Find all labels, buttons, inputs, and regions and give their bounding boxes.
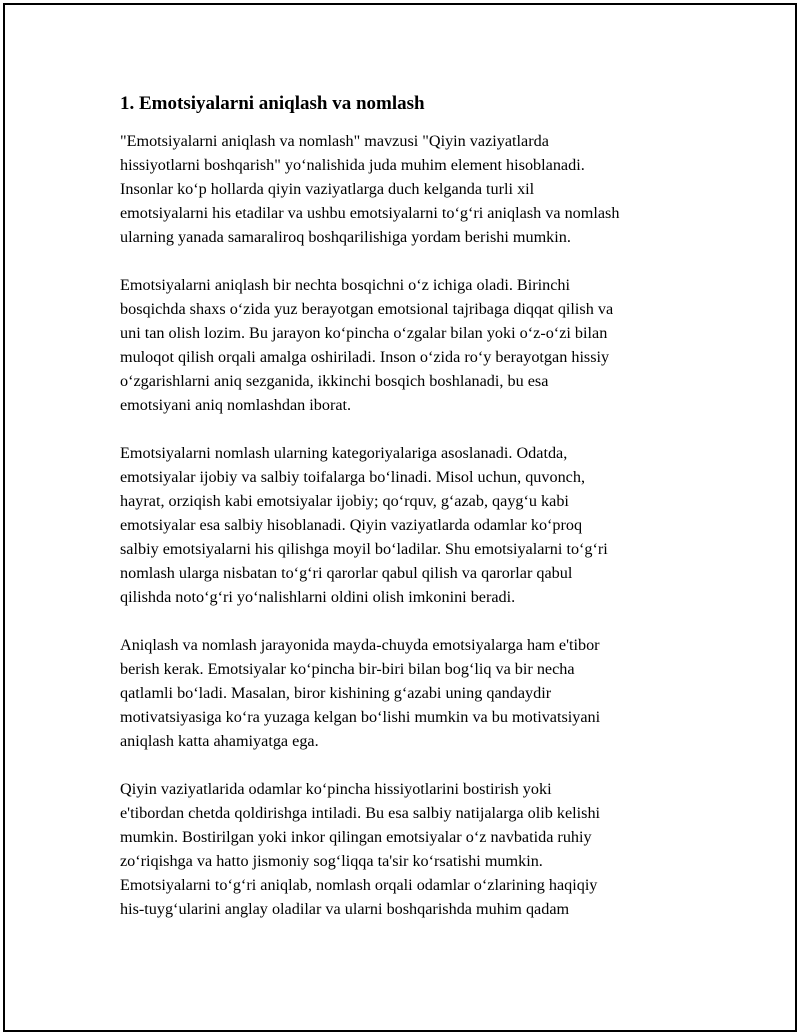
text-line: mumkin. Bostirilgan yoki inkor qilingan emotsiyalar o‘z navbatida ruhiy [120, 828, 592, 846]
text-line: emotsiyalarni his etadilar va ushbu emotsiyalarni to‘g‘ri aniqlash va nomlash [120, 204, 620, 222]
paragraph-4 [120, 633, 710, 753]
text-line: salbiy emotsiyalarni his qilishga moyil bo‘ladilar. Shu emotsiyalarni to‘g‘ri [120, 540, 608, 558]
text-line: berish kerak. Emotsiyalar ko‘pincha bir-biri bilan bog‘liq va bir necha [120, 660, 575, 678]
text-line: uni tan olish lozim. Bu jarayon ko‘pincha o‘zgalar bilan yoki o‘z-o‘zi bilan [120, 324, 608, 342]
text-line: ularning yanada samaraliroq boshqarilishiga yordam berishi mumkin. [120, 228, 571, 246]
text-line: emotsiyalar esa salbiy hisoblanadi. Qiyin vaziyatlarda odamlar ko‘proq [120, 516, 583, 534]
text-line: emotsiyani aniq nomlashdan iborat. [120, 396, 352, 414]
text-line: e'tibordan chetda qoldirishga intiladi. Bu esa salbiy natijalarga olib kelishi [120, 804, 601, 822]
text-line: Emotsiyalarni to‘g‘ri aniqlab, nomlash orqali odamlar o‘zlarining haqiqiy [120, 876, 598, 894]
text-line: bosqichda shaxs o‘zida yuz berayotgan emotsional tajribaga diqqat qilish va [120, 300, 614, 318]
text-line: qilishda noto‘g‘ri yo‘nalishlarni oldini olish imkonini beradi. [120, 588, 516, 606]
text-line: Aniqlash va nomlash jarayonida mayda-chuyda emotsiyalarga ham e'tibor [120, 636, 600, 654]
section-heading: 1. Emotsiyalarni aniqlash va nomlash [120, 93, 425, 114]
paragraph-1 [120, 129, 710, 249]
text-line: Insonlar ko‘p hollarda qiyin vaziyatlarga duch kelganda turli xil [120, 180, 535, 198]
text-line: qatlamli bo‘ladi. Masalan, biror kishining g‘azabi uning qandaydir [120, 684, 552, 702]
text-line: hissiyotlarni boshqarish" yo‘nalishida juda muhim element hisoblanadi. [120, 156, 585, 174]
text-line: "Emotsiyalarni aniqlash va nomlash" mavzusi "Qiyin vaziyatlarda [120, 132, 549, 150]
paragraph-2 [120, 273, 710, 417]
text-line: aniqlash katta ahamiyatga ega. [120, 732, 319, 750]
paragraph-5 [120, 777, 710, 921]
text-line: Qiyin vaziyatlarida odamlar ko‘pincha hissiyotlarini bostirish yoki [120, 780, 552, 798]
paragraph-3 [120, 441, 710, 609]
document-body [120, 91, 710, 945]
text-line: hayrat, orziqish kabi emotsiyalar ijobiy; qo‘rquv, g‘azab, qayg‘u kabi [120, 492, 569, 510]
text-line: o‘zgarishlarni aniq sezganida, ikkinchi bosqich boshlanadi, bu esa [120, 372, 549, 390]
text-line: his-tuyg‘ularini anglay oladilar va ularni boshqarishda muhim qadam [120, 900, 570, 918]
text-line: motivatsiyasiga ko‘ra yuzaga kelgan bo‘lishi mumkin va bu motivatsiyani [120, 708, 601, 726]
page [3, 3, 797, 1032]
text-line: emotsiyalar ijobiy va salbiy toifalarga bo‘linadi. Misol uchun, quvonch, [120, 468, 586, 486]
text-line: nomlash ularga nisbatan to‘g‘ri qarorlar qabul qilish va qarorlar qabul [120, 564, 573, 582]
text-line: Emotsiyalarni aniqlash bir nechta bosqichni o‘z ichiga oladi. Birinchi [120, 276, 570, 294]
text-line: muloqot qilish orqali amalga oshiriladi. Inson o‘zida ro‘y berayotgan hissiy [120, 348, 610, 366]
text-line: zo‘riqishga va hatto jismoniy sog‘liqqa ta'sir ko‘rsatishi mumkin. [120, 852, 543, 870]
text-line: Emotsiyalarni nomlash ularning kategoriyalariga asoslanadi. Odatda, [120, 444, 568, 462]
